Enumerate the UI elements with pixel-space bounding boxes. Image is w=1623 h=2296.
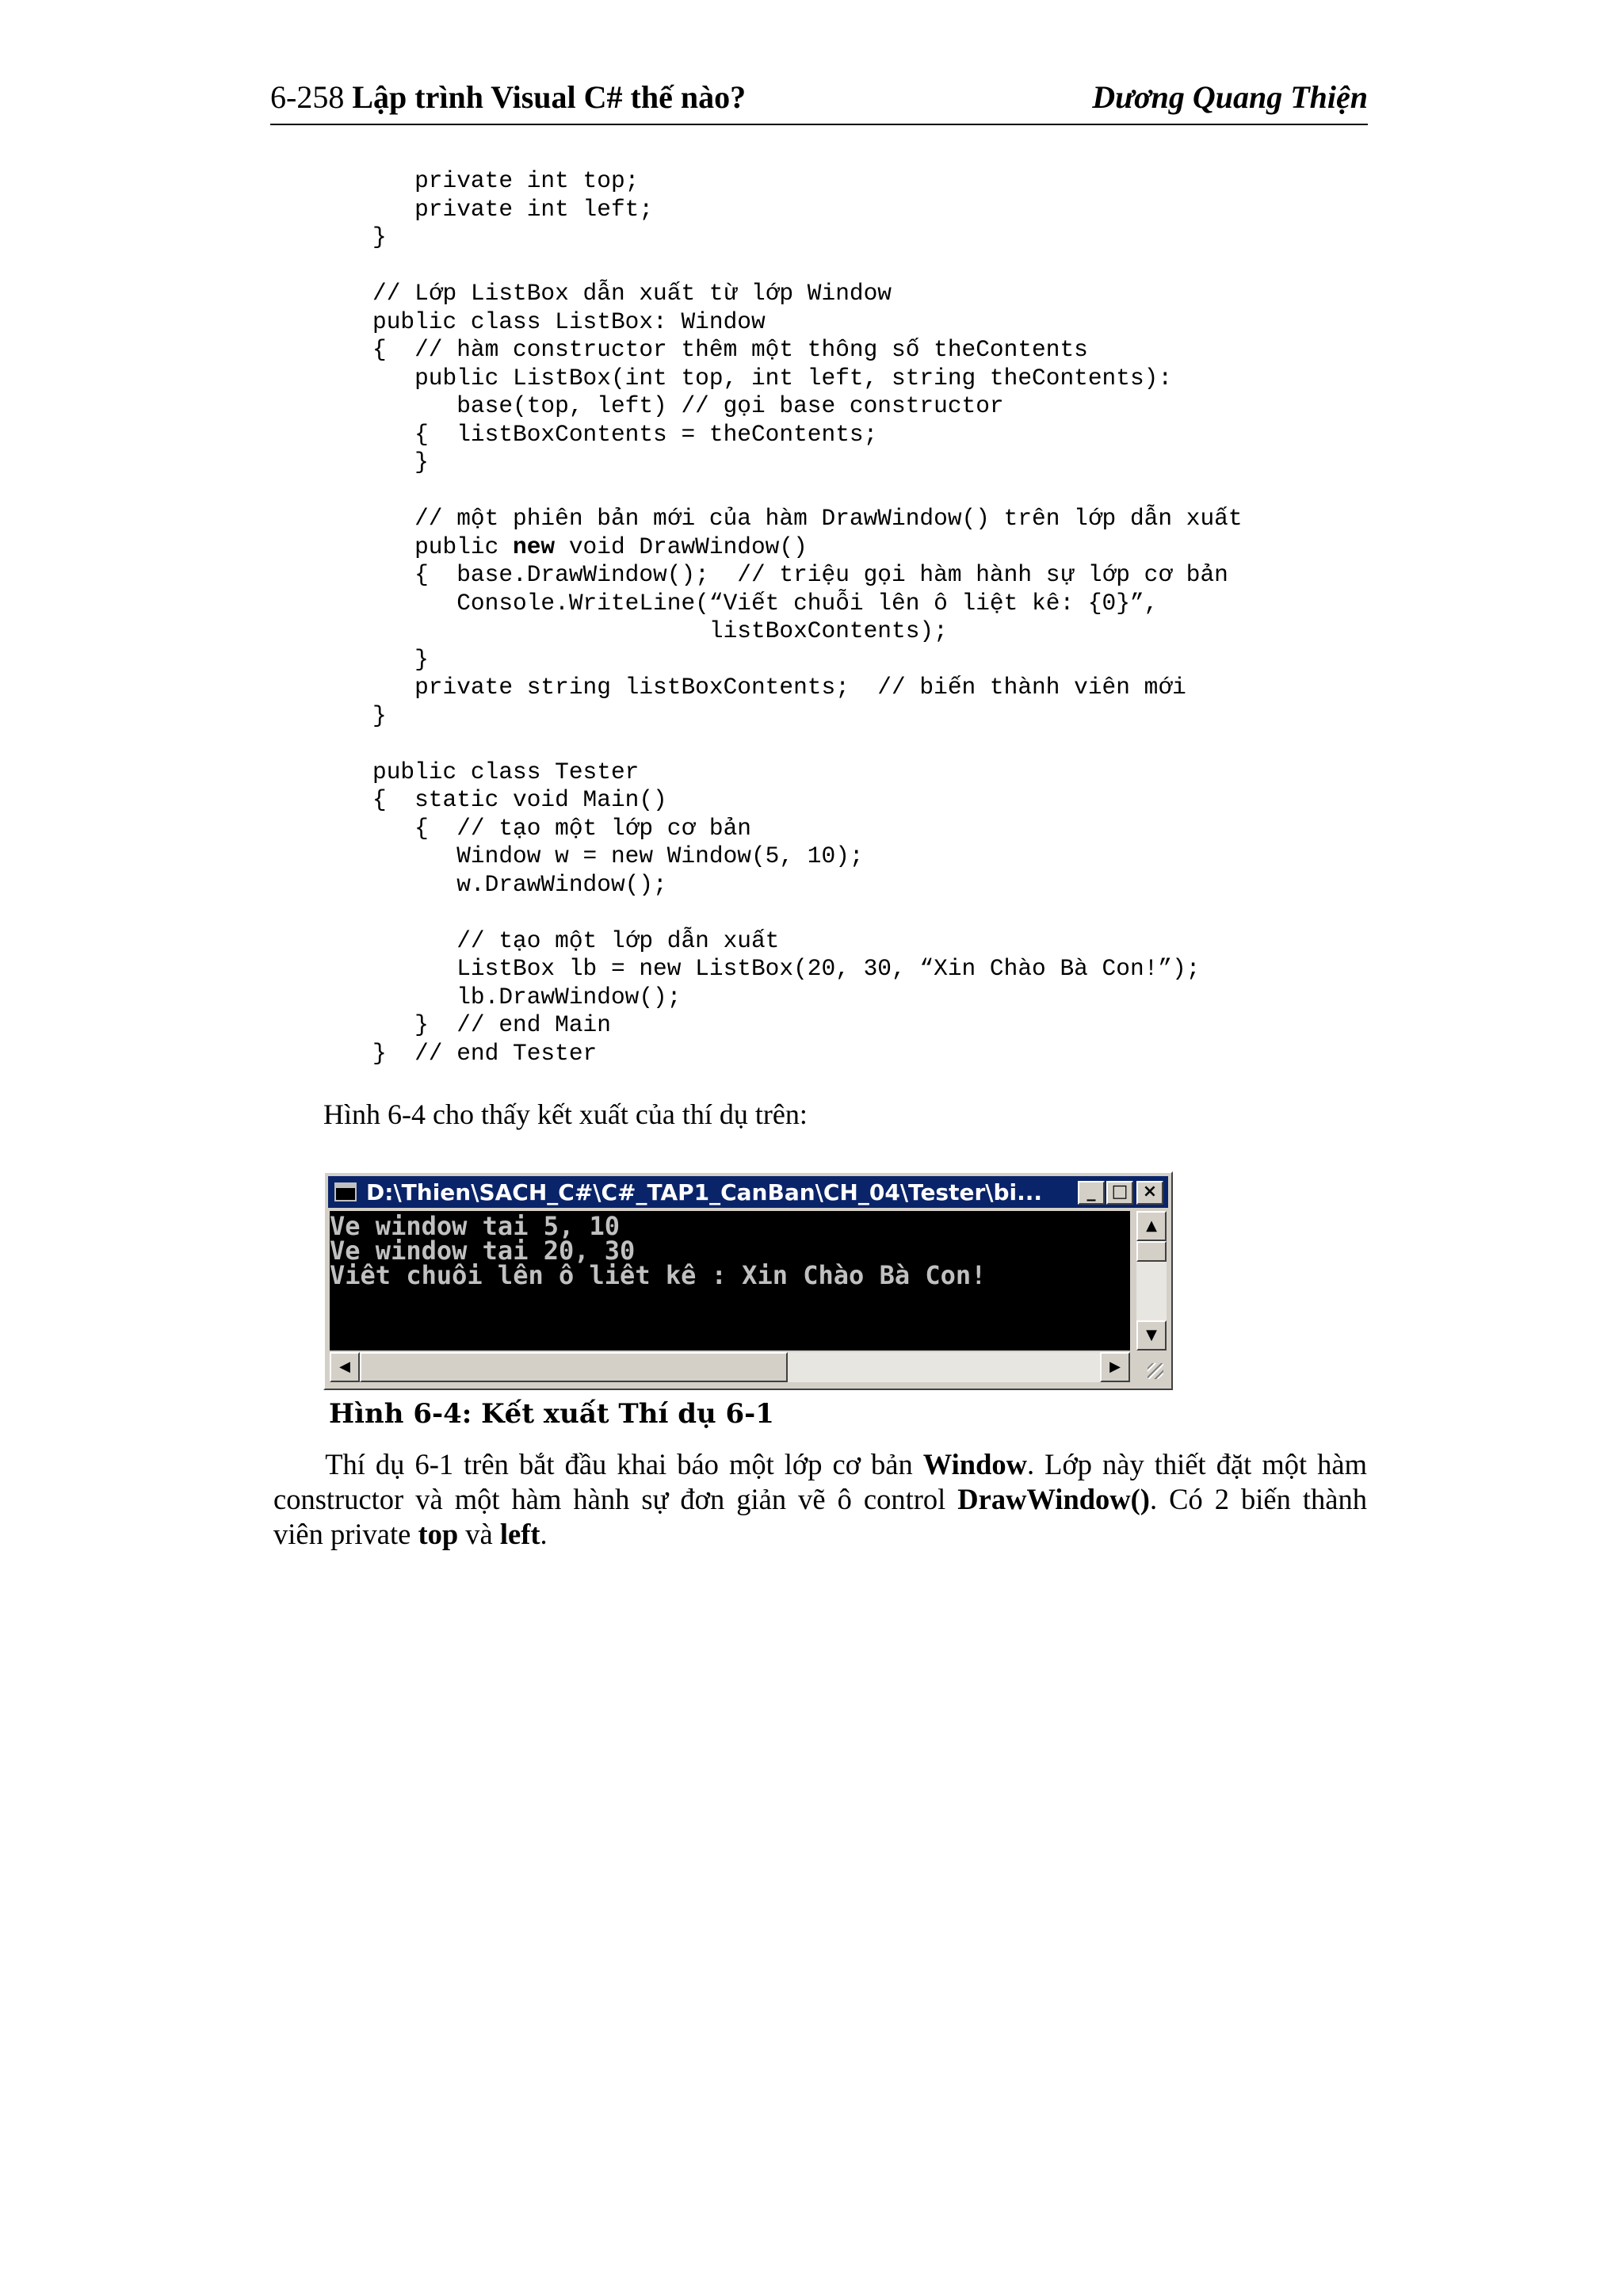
code-line: } [372,223,387,250]
text-span: viên private [273,1518,418,1550]
body-paragraph [273,1447,1367,1552]
scroll-right-arrow-icon[interactable]: ▶ [1100,1352,1130,1382]
close-button[interactable]: × [1136,1181,1163,1205]
paragraph-line [273,1447,1367,1482]
code-line: private int top; [372,167,640,194]
code-line: lb.DrawWindow(); [372,983,682,1010]
paragraph-line [273,1482,1367,1517]
scroll-down-arrow-icon[interactable]: ▼ [1136,1320,1167,1350]
code-line: } [372,449,429,476]
author-name: Dương Quang Thiện [1092,79,1368,115]
code-line: w.DrawWindow(); [372,870,667,898]
code-line: { base.DrawWindow(); // triệu gọi hàm hành sự lớp cơ bản [372,561,1228,588]
horizontal-scrollbar[interactable] [330,1352,1130,1382]
code-line [372,899,1243,927]
bold-term: Window [922,1448,1027,1480]
scroll-up-arrow-icon[interactable]: ▲ [1136,1211,1167,1241]
page-number: 6-258 [270,79,345,115]
console-line: Viêt chuôi lên ô liêt kê : Xin Chào Bà Con! [330,1260,987,1290]
text-span: . Có 2 biến thành [1149,1483,1367,1515]
code-line: private string listBoxContents; // biến thành viên mới [372,674,1186,701]
figure-intro-text: Hình 6-4 cho thấy kết xuất của thí dụ trên: [323,1098,808,1130]
code-line: Console.WriteLine(“Viết chuỗi lên ô liệt kê: {0}”, [372,589,1159,617]
code-line: ListBox lb = new ListBox(20, 30, “Xin Chào Bà Con!”); [372,955,1201,982]
bold-term: top [418,1518,459,1550]
code-line: // Lớp ListBox dẫn xuất từ lớp Window [372,280,892,307]
code-line: { listBoxContents = theContents; [372,420,878,448]
console-window-icon[interactable] [334,1182,357,1201]
code-listing [372,167,1243,1068]
code-line: public class ListBox: Window [372,308,766,335]
horizontal-scroll-thumb[interactable] [360,1352,788,1382]
code-line: } // end Tester [372,1039,598,1067]
text-span: . [540,1518,548,1550]
header-left [270,78,746,116]
vertical-scroll-thumb[interactable] [1136,1241,1167,1262]
window-title: D:\Thien\SACH_C#\C#_TAP1_CanBan\CH_04\Tester\bi... [366,1179,1043,1205]
code-line: } // end Main [372,1011,611,1038]
resize-grip-icon[interactable] [1136,1352,1167,1382]
code-line: { static void Main() [372,786,667,813]
code-line: private int left; [372,195,654,223]
scroll-left-arrow-icon[interactable]: ◀ [330,1352,360,1382]
code-keyword: new [513,533,556,560]
book-title: Lập trình Visual C# thế nào? [352,79,747,115]
code-line: } [372,645,429,673]
page-header [270,73,1368,125]
text-span: . Lớp này thiết đặt một hàm [1027,1448,1368,1480]
text-span: Thí dụ 6-1 trên bắt đầu khai báo một lớp cơ bản [325,1448,923,1480]
code-line: { // hàm constructor thêm một thông số theContents [372,336,1088,363]
text-span: constructor và một hàm hành sự đơn giản vẽ ô control [273,1483,958,1515]
vertical-scrollbar[interactable] [1136,1211,1167,1350]
console-line: Ve window tai 5, 10 [330,1211,621,1241]
console-output [330,1211,1130,1350]
minimize-button[interactable]: _ [1078,1181,1105,1205]
code-line: { // tạo một lớp cơ bản [372,814,751,842]
code-line [372,477,1243,506]
bold-term: left [499,1518,540,1550]
code-line: listBoxContents); [372,617,948,644]
code-line: Window w = new Window(5, 10); [372,842,864,869]
code-line: } [372,701,387,729]
code-line: public class Tester [372,758,640,785]
code-line: base(top, left) // gọi base constructor [372,392,1004,419]
code-line: public ListBox(int top, int left, string theContents): [372,364,1173,392]
window-titlebar[interactable] [328,1176,1168,1208]
figure-caption: Hình 6-4: Kết xuất Thí dụ 6-1 [329,1398,774,1430]
code-line: // tạo một lớp dẫn xuất [372,926,780,954]
console-window [323,1171,1173,1390]
maximize-button[interactable]: □ [1106,1181,1133,1205]
bold-term: DrawWindow() [957,1483,1150,1515]
code-line [372,252,1243,281]
code-line [372,730,1243,758]
console-line: Ve window tai 20, 30 [330,1236,636,1266]
paragraph-line [273,1517,1367,1552]
code-line: public new void DrawWindow() [372,533,808,560]
code-line: // một phiên bản mới của hàm DrawWindow() trên lớp dẫn xuất [372,505,1243,532]
text-span: và [458,1518,500,1550]
